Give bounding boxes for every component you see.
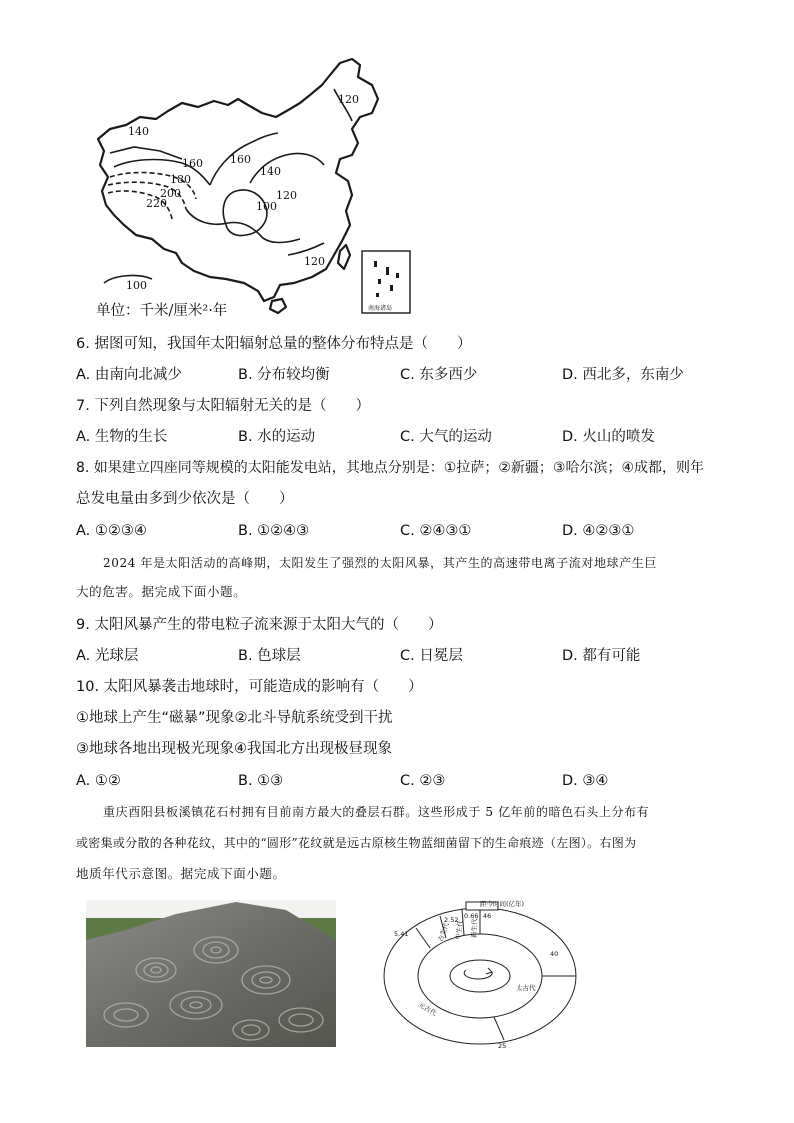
q10-option-a: A. ①② — [76, 773, 121, 789]
question-6-stem: 6. 据图可知，我国年太阳辐射总量的整体分布特点是（ ） — [76, 336, 472, 352]
q6-option-d: D. 西北多，东南少 — [562, 367, 684, 383]
question-10-statement-1-2: ①地球上产生“磁暴”现象②北斗导航系统受到干扰 — [76, 710, 393, 726]
era-label: 新生代 — [470, 918, 479, 939]
era-label: 元古代 — [417, 1000, 438, 1018]
isoline-label: 120 — [304, 255, 325, 268]
isoline-label: 220 — [146, 197, 167, 210]
era-label: 古生代 — [436, 921, 451, 943]
q7-option-d: D. 火山的喷发 — [562, 429, 655, 445]
isoline-120-south — [288, 243, 324, 255]
q7-option-c: C. 大气的运动 — [400, 429, 492, 445]
south-china-sea-inset — [362, 251, 410, 313]
material-2-line3: 地质年代示意图。据完成下面小题。 — [76, 866, 286, 881]
q10-option-c: C. ②③ — [400, 773, 446, 789]
tick-label: 46 — [483, 912, 492, 920]
stromatolite-photo — [86, 900, 336, 1047]
question-10-stem: 10. 太阳风暴袭击地球时，可能造成的影响有（ ） — [76, 679, 423, 695]
q8-option-d: D. ④②③① — [562, 523, 635, 539]
q6-option-b: B. 分布较均衡 — [238, 367, 330, 383]
q8-option-a: A. ①②③④ — [76, 523, 147, 539]
question-8-stem-line1: 8. 如果建立四座同等规模的太阳能发电站，其地点分别是：①拉萨；②新疆；③哈尔滨；④成都，则年 — [76, 460, 705, 476]
geologic-time-diagram — [380, 898, 580, 1050]
inset-label: 南海诸岛 — [368, 305, 393, 312]
isoline-label: 120 — [338, 93, 359, 106]
q9-option-a: A. 光球层 — [76, 648, 139, 664]
q10-option-b: B. ①③ — [238, 773, 284, 789]
tick-label: 40 — [550, 950, 559, 958]
isoline-label: 160 — [230, 153, 251, 166]
q7-option-a: A. 生物的生长 — [76, 429, 168, 445]
isoline-label: 140 — [128, 125, 149, 138]
question-8-stem-line2: 总发电量由多到少依次是（ ） — [76, 491, 294, 507]
q8-option-b: B. ①②④③ — [238, 523, 310, 539]
isoline-label: 140 — [260, 165, 281, 178]
divider-541 — [416, 928, 430, 948]
material-1-line1: 2024 年是太阳活动的高峰期，太阳发生了强烈的太阳风暴，其产生的高速带电离子流对地球产生巨 — [103, 556, 657, 570]
isoline-label: 100 — [256, 200, 277, 213]
isoline-140-west — [110, 147, 182, 159]
tick-label: 5.41 — [394, 930, 409, 938]
isoline-label: 180 — [170, 173, 191, 186]
isoline-label: 160 — [182, 157, 203, 170]
era-label: 中生代 — [454, 919, 465, 941]
tick-label: 25 — [498, 1042, 507, 1050]
tick-label: 0.66 — [464, 912, 479, 920]
inner-ring — [450, 960, 510, 992]
question-10-statement-3-4: ③地球各地出现极光现象④我国北方出现极昼现象 — [76, 741, 392, 757]
material-2-line2: 或密集或分散的各种花纹，其中的“圆形”花纹就是远古原核生物蓝细菌留下的生命痕迹（左图）。右图为 — [76, 836, 637, 850]
isoline-label: 100 — [126, 279, 147, 292]
question-9-stem: 9. 太阳风暴产生的带电粒子流来源于太阳大气的（ ） — [76, 617, 443, 633]
era-label: 太古代 — [516, 984, 536, 992]
q9-option-d: D. 都有可能 — [562, 648, 641, 664]
isoline-label: 120 — [276, 189, 297, 202]
q6-option-a: A. 由南向北减少 — [76, 367, 182, 383]
divider-25 — [494, 1017, 504, 1040]
taiwan-island — [338, 245, 350, 269]
question-7-stem: 7. 下列自然现象与太阳辐射无关的是（ ） — [76, 398, 370, 414]
arrow-arc — [464, 970, 492, 979]
middle-ring — [418, 934, 542, 1018]
q9-option-b: B. 色球层 — [238, 648, 301, 664]
china-solar-radiation-map — [90, 55, 420, 320]
diagram-title: 距今时间(亿年) — [480, 900, 525, 908]
tick-label: 2.52 — [444, 916, 459, 924]
map-unit-caption: 单位：千米/厘米²·年 — [96, 303, 228, 319]
isoline-140-central — [186, 209, 300, 242]
q8-option-c: C. ②④③① — [400, 523, 472, 539]
hainan-island — [270, 299, 286, 313]
q9-option-c: C. 日冕层 — [400, 648, 463, 664]
material-1-line2: 大的危害。据完成下面小题。 — [76, 584, 247, 599]
q10-option-d: D. ③④ — [562, 773, 609, 789]
q6-option-c: C. 东多西少 — [400, 367, 478, 383]
material-2-line1: 重庆酉阳县板溪镇花石村拥有目前南方最大的叠层石群。这些形成于 5 亿年前的暗色石头上分布有 — [103, 805, 650, 819]
arrow-head — [486, 968, 492, 974]
q7-option-b: B. 水的运动 — [238, 429, 316, 445]
china-outline — [98, 59, 378, 301]
isoline-label: 200 — [160, 187, 181, 200]
